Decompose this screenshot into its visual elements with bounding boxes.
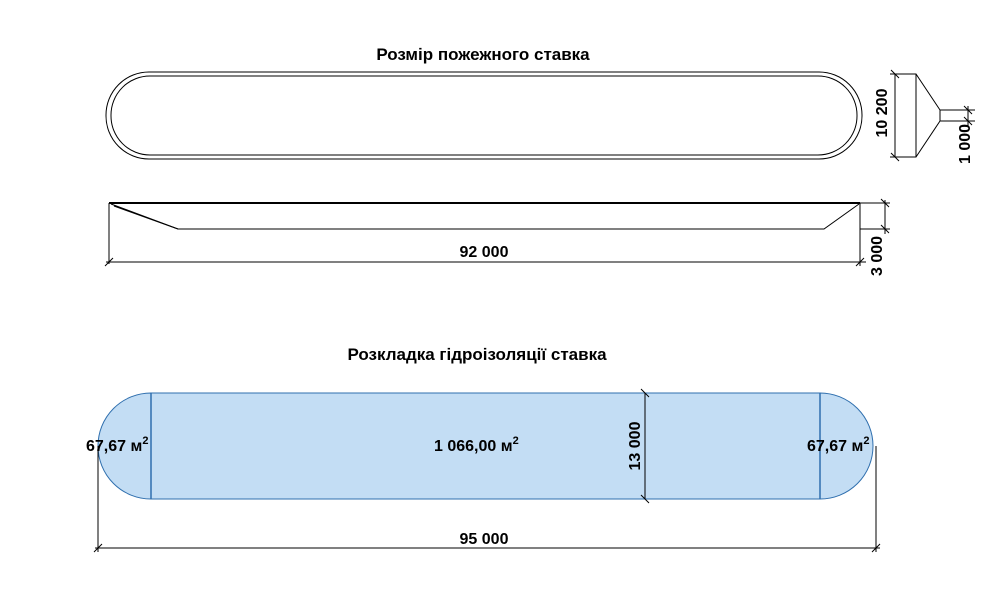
outlet-width-dimension bbox=[957, 106, 974, 164]
pond-width-label: 10 200 bbox=[874, 88, 891, 138]
right-cap-area-label: 67,67 $м^2$ bbox=[807, 435, 870, 455]
liner-width-label: 13 000 bbox=[627, 421, 644, 471]
pond-depth-dimension bbox=[860, 199, 890, 276]
pond-size-title: Розмір пожежного ставка bbox=[376, 45, 590, 64]
pond-length-label: 92 000 bbox=[459, 244, 509, 261]
left-cap-area-label: 67,67 $м^2$ bbox=[86, 435, 149, 455]
pond-width-dimension bbox=[874, 70, 916, 161]
pond-length-dimension bbox=[105, 230, 866, 266]
outlet-width-label: 1 000 bbox=[957, 123, 974, 165]
liner-length-label: 95 000 bbox=[459, 531, 509, 548]
pond-plan-outline bbox=[106, 72, 862, 159]
waterproofing-layout-title: Розкладка гідроізоляції ставка bbox=[347, 345, 607, 364]
center-area-label: 1 066,00 $м^2$ bbox=[434, 435, 519, 455]
pond-depth-label: 3 000 bbox=[869, 235, 886, 277]
